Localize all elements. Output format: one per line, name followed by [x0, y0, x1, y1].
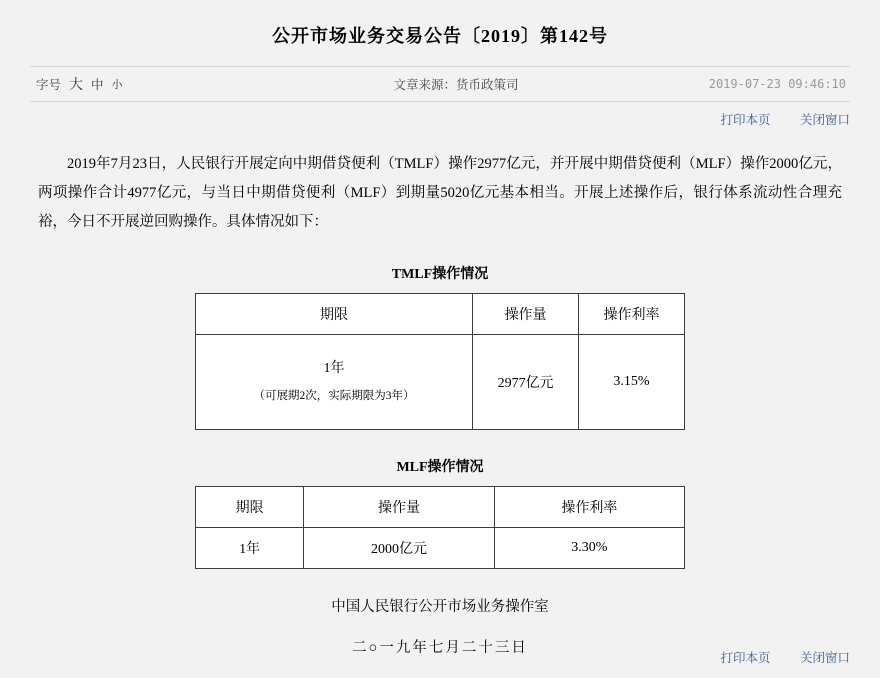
font-size-label: 字号	[36, 78, 62, 92]
tmlf-table-body	[196, 335, 685, 430]
tmlf-table-title: TMLF操作情况	[391, 267, 489, 282]
close-window-link-top[interactable]: 关闭窗口	[799, 113, 850, 127]
font-size-medium-link[interactable]: 中	[91, 78, 104, 92]
article-source: 文章来源：货币政策司	[393, 78, 519, 92]
tool-row-top	[30, 110, 850, 128]
signature-organization: 中国人民银行公开市场业务操作室	[331, 599, 549, 615]
mlf-header-amount: 操作量	[304, 487, 494, 528]
font-size-large-link[interactable]: 大	[69, 76, 84, 92]
print-page-link-top[interactable]: 打印本页	[720, 113, 771, 127]
table-row	[196, 528, 685, 569]
tmlf-term-value: 1年	[323, 360, 345, 376]
tmlf-term-note: （可展期2次，实际期限为3年）	[253, 390, 415, 403]
mlf-table-title: MLF操作情况	[396, 460, 484, 475]
mlf-header-rate: 操作利率	[494, 487, 684, 528]
tmlf-cell-term	[196, 335, 473, 430]
tmlf-header-term: 期限	[196, 294, 473, 335]
mlf-header-term: 期限	[196, 487, 304, 528]
publish-timestamp: 2019-07-23 09:46:10	[708, 77, 846, 91]
tmlf-header-amount: 操作量	[473, 294, 579, 335]
page-title: 公开市场业务交易公告〔2019〕第142号	[272, 26, 608, 46]
tmlf-table-head	[196, 294, 685, 335]
article-paragraph: 2019年7月23日，人民银行开展定向中期借贷便利（TMLF）操作2977亿元，并开展中期借贷便利（MLF）操作2000亿元，两项操作合计4977亿元，与当日中期借贷便利（MLF）到期量5020亿元基本相当。开展上述操作后，银行体系流动性合理充裕，今日不开展逆回购操作。具体情况如下：	[38, 156, 842, 230]
tool-row-bottom	[694, 648, 850, 666]
table-row	[196, 335, 685, 430]
print-page-link-bottom[interactable]: 打印本页	[720, 651, 771, 665]
font-size-small-link[interactable]: 小	[111, 79, 123, 91]
article-body	[38, 150, 842, 237]
tmlf-cell-rate: 3.15%	[579, 335, 685, 430]
close-window-link-bottom[interactable]: 关闭窗口	[799, 651, 850, 665]
mlf-table-head	[196, 487, 685, 528]
mlf-table-body	[196, 528, 685, 569]
table-header-row	[196, 294, 685, 335]
table-header-row	[196, 487, 685, 528]
mlf-table	[195, 486, 685, 569]
mlf-cell-term: 1年	[196, 528, 304, 569]
meta-bar	[30, 66, 850, 102]
mlf-cell-amount: 2000亿元	[304, 528, 494, 569]
tmlf-header-rate: 操作利率	[579, 294, 685, 335]
tmlf-table	[195, 293, 685, 430]
tmlf-cell-amount: 2977亿元	[473, 335, 579, 430]
mlf-cell-rate: 3.30%	[494, 528, 684, 569]
signature-date: 二○一九年七月二十三日	[352, 640, 528, 656]
